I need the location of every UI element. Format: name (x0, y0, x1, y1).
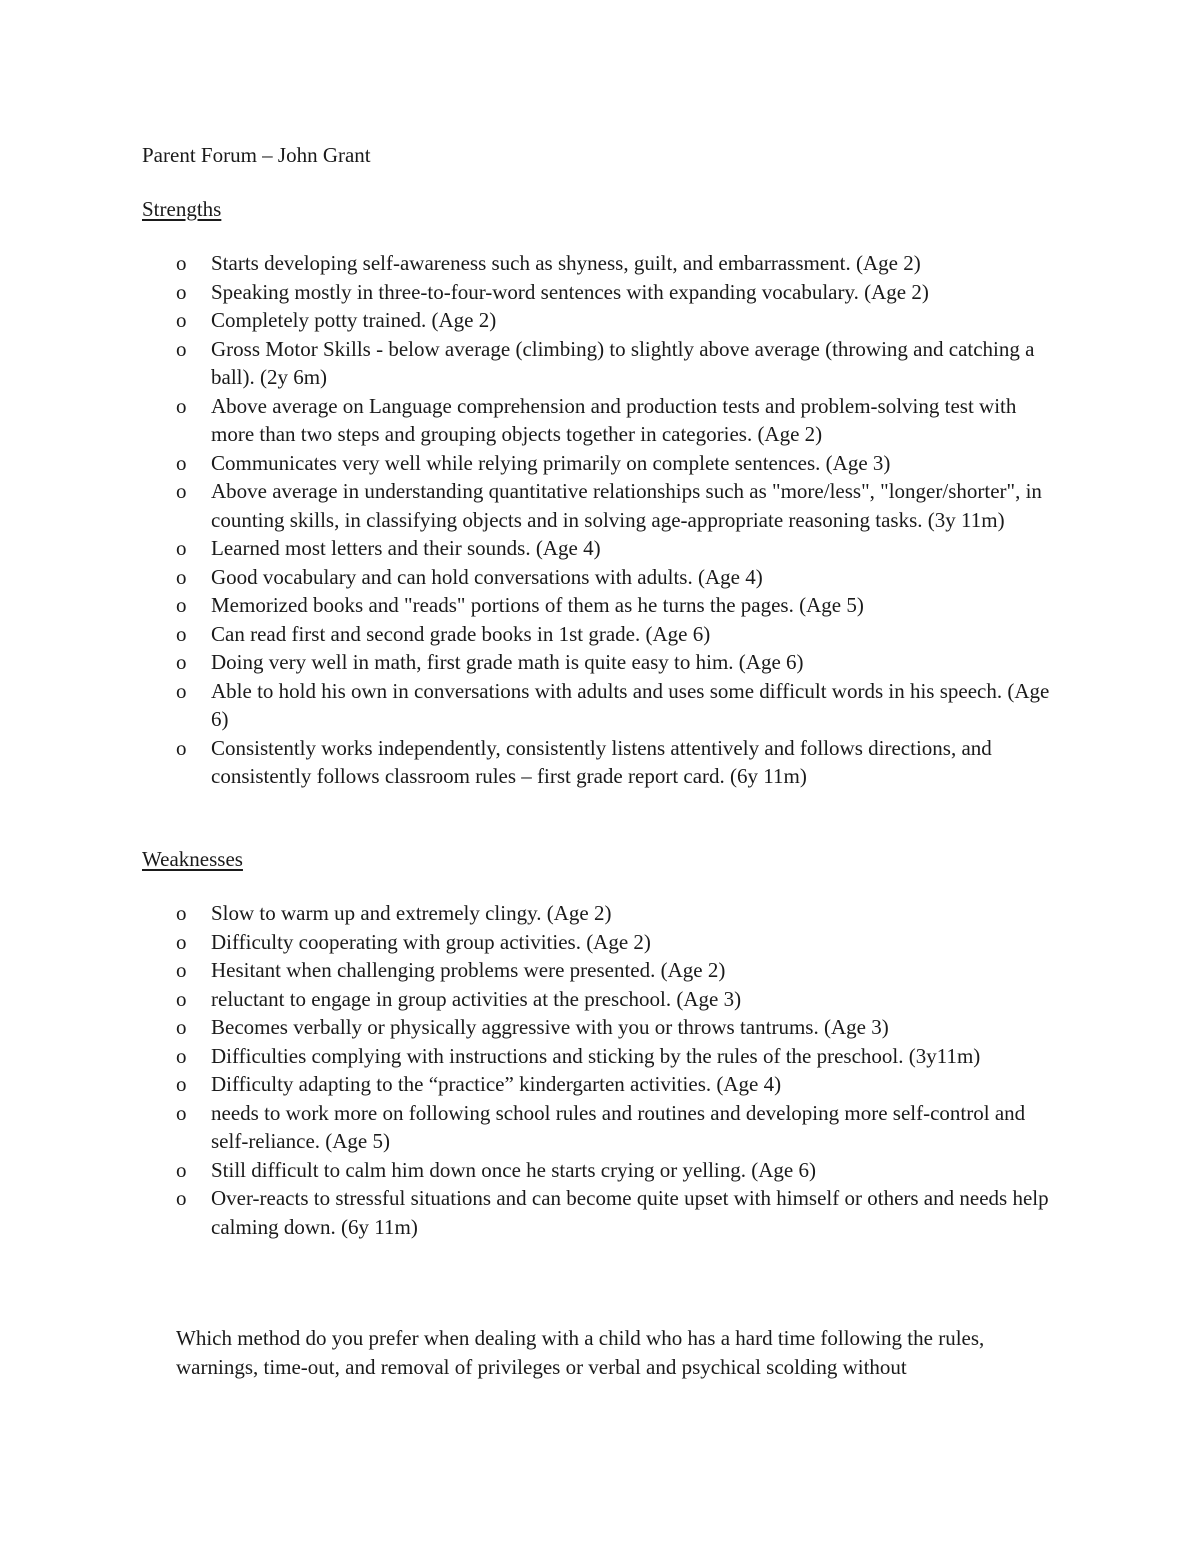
bullet-icon: o (176, 958, 187, 982)
document-title: Parent Forum – John Grant (142, 143, 371, 167)
weakness-text: reluctant to engage in group activities at the preschool. (Age 3) (211, 986, 742, 1011)
strength-text: Above average in understanding quantitative relationships such as "more/less", "longer/shorter", in counting skills, in classifying objects and in solving age-appropriate reasoning tasks. (3y 11m) (211, 479, 1042, 532)
weakness-item (0, 1184, 1061, 1241)
bullet-icon: o (176, 1100, 187, 1125)
bullet-icon: o (176, 621, 187, 646)
weakness-item (0, 899, 1061, 928)
weakness-item (0, 1013, 1061, 1042)
bullet-icon: o (176, 986, 187, 1011)
strength-text: Gross Motor Skills - below average (climbing) to slightly above average (throwing and catching a ball). (2y 6m) (211, 336, 1035, 389)
strength-item (0, 591, 1061, 620)
strength-item (0, 620, 1061, 649)
bullet-icon: o (176, 1015, 187, 1039)
strength-item (0, 278, 1061, 307)
weakness-text: needs to work more on following school rules and routines and developing more self-control and self-reliance. (Age 5) (211, 1100, 1026, 1153)
bullet-icon: o (176, 308, 187, 332)
weakness-text: Still difficult to calm him down once he starts crying or yelling. (Age 6) (211, 1157, 816, 1182)
strengths-heading: Strengths (142, 197, 222, 221)
bullet-icon: o (176, 735, 187, 760)
bullet-icon: o (176, 650, 187, 674)
strength-item (0, 449, 1061, 478)
strength-item (0, 392, 1061, 449)
bullet-icon: o (176, 279, 187, 304)
bullet-icon: o (176, 393, 187, 418)
weakness-text: Difficulties complying with instructions and sticking by the rules of the preschool. (3y11m) (211, 1043, 981, 1068)
weakness-item (0, 1070, 1061, 1099)
strength-item (0, 734, 1061, 791)
bullet-icon: o (176, 450, 187, 475)
strength-item (0, 335, 1061, 392)
strength-text: Speaking mostly in three-to-four-word sentences with expanding vocabulary. (Age 2) (211, 279, 929, 304)
bullet-icon: o (176, 479, 187, 503)
bullet-icon: o (176, 536, 187, 560)
weakness-item (0, 1042, 1061, 1071)
strength-text: Completely potty trained. (Age 2) (211, 308, 497, 332)
strength-item (0, 477, 1061, 534)
strength-item (0, 306, 1061, 335)
strengths-list (0, 249, 1200, 791)
weakness-text: Difficulty cooperating with group activities. (Age 2) (211, 929, 651, 954)
strength-item (0, 249, 1061, 278)
strength-item (0, 648, 1061, 677)
strength-text: Starts developing self-awareness such as shyness, guilt, and embarrassment. (Age 2) (211, 251, 921, 275)
weakness-item (0, 1099, 1061, 1156)
strength-item (0, 677, 1061, 734)
strength-text: Consistently works independently, consistently listens attentively and follows directions, and consistently follows classroom rules – first grade report card. (6y 11m) (211, 735, 992, 788)
closing-question: Which method do you prefer when dealing with a child who has a hard time following the rules, warnings, time-out, and removal of privileges or verbal and psychical scolding without (176, 1326, 985, 1379)
bullet-icon: o (176, 1186, 187, 1210)
weakness-text: Slow to warm up and extremely clingy. (Age 2) (211, 901, 612, 925)
weakness-text: Difficulty adapting to the “practice” kindergarten activities. (Age 4) (211, 1072, 782, 1096)
bullet-icon: o (176, 901, 187, 925)
strength-text: Can read first and second grade books in 1st grade. (Age 6) (211, 621, 711, 646)
weakness-text: Becomes verbally or physically aggressive with you or throws tantrums. (Age 3) (211, 1015, 889, 1039)
strength-text: Doing very well in math, first grade math is quite easy to him. (Age 6) (211, 650, 804, 674)
strength-text: Memorized books and "reads" portions of them as he turns the pages. (Age 5) (211, 593, 864, 617)
bullet-icon: o (176, 1157, 187, 1182)
bullet-icon: o (176, 1043, 187, 1068)
weakness-text: Over-reacts to stressful situations and can become quite upset with himself or others and needs help calming down. (6y 11m) (211, 1186, 1049, 1239)
strength-text: Learned most letters and their sounds. (Age 4) (211, 536, 601, 560)
strength-text: Above average on Language comprehension and production tests and problem-solving test with more than two steps and grouping objects together in categories. (Age 2) (211, 393, 1017, 446)
weakness-item (0, 956, 1061, 985)
bullet-icon: o (176, 564, 187, 589)
bullet-icon: o (176, 678, 187, 703)
weakness-text: Hesitant when challenging problems were presented. (Age 2) (211, 958, 726, 982)
bullet-icon: o (176, 336, 187, 361)
weaknesses-heading: Weaknesses (142, 847, 243, 871)
bullet-icon: o (176, 929, 187, 954)
strength-item (0, 563, 1061, 592)
weakness-item (0, 1156, 1061, 1185)
strength-text: Good vocabulary and can hold conversations with adults. (Age 4) (211, 564, 763, 589)
weakness-item (0, 985, 1061, 1014)
strength-item (0, 534, 1061, 563)
strength-text: Communicates very well while relying primarily on complete sentences. (Age 3) (211, 450, 891, 475)
weakness-item (0, 928, 1061, 957)
weaknesses-list (0, 899, 1200, 1241)
strength-text: Able to hold his own in conversations with adults and uses some difficult words in his speech. (Age 6) (211, 678, 1050, 731)
bullet-icon: o (176, 593, 187, 617)
bullet-icon: o (176, 251, 187, 275)
bullet-icon: o (176, 1072, 187, 1096)
